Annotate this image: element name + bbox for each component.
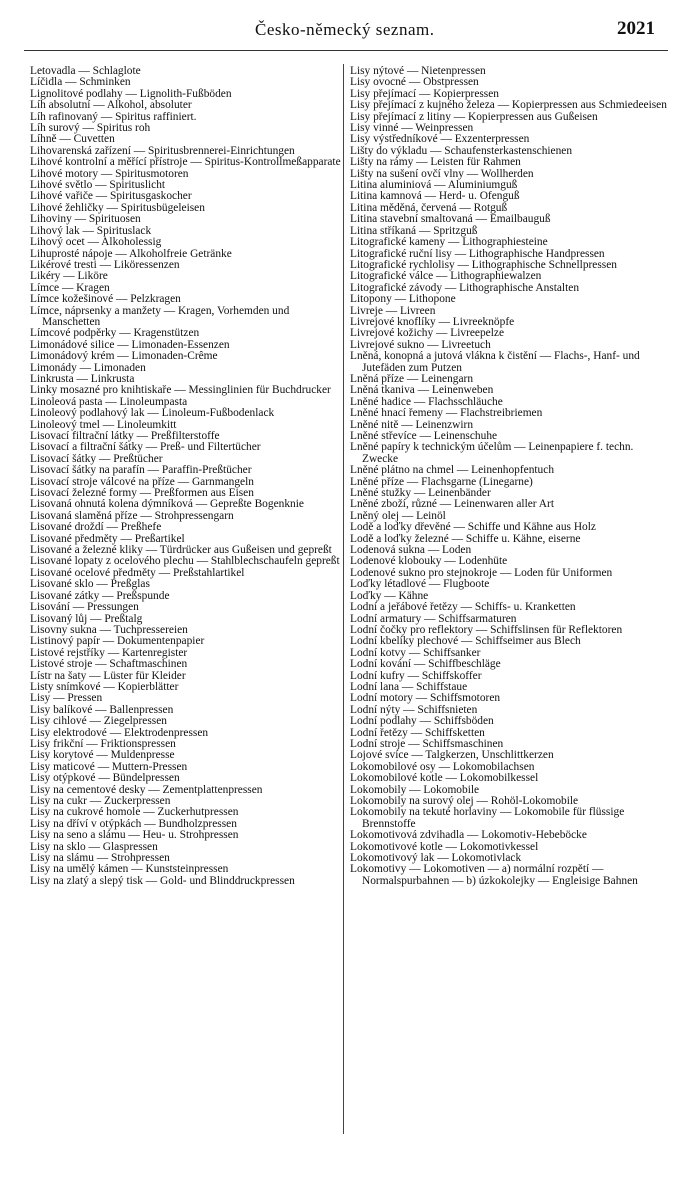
index-entry: Lisy na sklo — Glaspressen	[30, 840, 158, 853]
index-entry: Lihové motory — Spiritusmotoren	[30, 167, 189, 180]
index-entry: Lisy otýpkové — Bündelpressen	[30, 772, 180, 785]
index-entry: Lisované zátky — Preßspunde	[30, 589, 170, 602]
index-entry: Loďky létadlové — Flugboote	[350, 578, 490, 591]
index-entry: Lisy na seno a slámu — Heu- u. Strohpressen	[30, 829, 239, 842]
page-header	[0, 20, 688, 44]
index-entry: Lisování — Pressungen	[30, 601, 139, 614]
index-entry: Litografické ruční lisy — Lithographische Handpressen	[350, 247, 605, 260]
index-entry: Líčidla — Schminken	[30, 76, 131, 89]
index-entry: Lisy na cukrové homole — Zuckerhutpressen	[30, 806, 239, 819]
index-entry: Lodní kotvy — Schiffsanker	[350, 646, 481, 659]
index-entry: Lihový lak — Spirituslack	[30, 224, 152, 237]
index-entry: Lisované ocelové předměty — Preßstahlartikel	[30, 566, 245, 579]
index-entry: Lodní motory — Schiffsmotoren	[350, 692, 501, 705]
index-entry: Linkrusta — Linkrusta	[30, 372, 135, 385]
index-entry: Lněné hnací řemeny — Flachstreibriemen	[350, 407, 543, 420]
index-entry: Lněná tkaniva — Leinenweben	[350, 384, 494, 397]
index-entry: Litografické kameny — Lithographiesteine	[350, 236, 548, 249]
index-entry: Lisované předměty — Preßartikel	[30, 532, 185, 545]
index-entry: Litina stavební smaltovaná — Emailbauguß	[350, 213, 551, 226]
index-entry: Lignolitové podlahy — Lignolith-Fußböden	[30, 87, 232, 100]
index-entry: Lisy — Pressen	[30, 692, 103, 705]
index-entry: Lisy frikční — Friktionspressen	[30, 737, 176, 750]
index-entry: Lokomotivy — Lokomotiven — a) normální rozpětí — Normalspurbahnen — b) úzkokolejky — Engleisige Bahnen	[350, 863, 638, 887]
index-entry: Lodenové klobouky — Lodenhüte	[350, 555, 508, 568]
index-entry: Lokomobilové kotle — Lokomobilkessel	[350, 772, 539, 785]
header-rule	[24, 50, 668, 51]
index-entry: Litografické závody — Lithographische Anstalten	[350, 281, 580, 294]
index-entry: Lodenové sukno pro stejnokroje — Loden für Uniformen	[350, 566, 613, 579]
index-entry: Litina aluminiová — Aluminiumguß	[350, 179, 518, 192]
index-entry: Lisy na slámu — Strohpressen	[30, 852, 170, 865]
index-entry: Lokomotivová zdvihadla — Lokomotiv-Hebeböcke	[350, 829, 587, 842]
index-entry: Lisovací železné formy — Preßformen aus Eisen	[30, 487, 254, 500]
index-entry: Lněné zboží, různé — Leinenwaren aller Art	[350, 498, 554, 511]
index-entry: Loďky — Kähne	[350, 589, 429, 602]
index-entry: Lisovaná ohnutá kolena dýmníková — Gepreßte Bogenknie	[30, 498, 304, 511]
index-entry: Lodní armatury — Schiffsarmaturen	[350, 612, 517, 625]
index-entry: Lisy na zlatý a slepý tisk — Gold- und Blinddruckpressen	[30, 874, 295, 887]
index-entry: Límce, náprsenky a manžety — Kragen, Vorhemden und Manschetten	[30, 304, 290, 328]
index-entry: Lněná, konopná a jutová vlákna k čistění — Flachs-, Hanf- und Jutefäden zum Putzen	[350, 350, 640, 374]
index-entry: Lihové kontrolní a měřící přístroje — Spiritus-Kontrollmeßapparate	[30, 156, 341, 169]
index-entry: Lodní kufry — Schiffskoffer	[350, 669, 482, 682]
index-entry: Lisy na cukr — Zuckerpressen	[30, 795, 171, 807]
index-entry: Lisy na umělý kámen — Kunststeinpressen	[30, 863, 229, 876]
index-entry: Litina měděná, červená — Rotguß	[350, 201, 508, 214]
index-entry: Lisovaný lůj — Preßtalg	[30, 612, 143, 625]
index-entry: Lodní kování — Schiffbeschläge	[350, 658, 501, 671]
index-entry: Listové stroje — Schaftmaschinen	[30, 658, 188, 671]
index-entry: Lisy cihlové — Ziegelpressen	[30, 715, 167, 728]
index-entry: Lokomotivový lak — Lokomotivlack	[350, 852, 522, 865]
index-entry: Linky mosazné pro knihtiskaře — Messinglinien für Buchdrucker	[30, 384, 331, 397]
index-entry: Lisy ovocné — Obstpressen	[350, 76, 479, 89]
index-entry: Lokomobily na surový olej — Rohöl-Lokomobile	[350, 795, 579, 807]
index-entry: Lisovací filtrační látky — Preßfilterstoffe	[30, 430, 220, 442]
index-entry: Livrejové knoflíky — Livreeknöpfe	[350, 315, 515, 328]
right-column	[350, 66, 668, 887]
index-entry: Lišty do výkladu — Schaufensterkastenschienen	[350, 144, 573, 157]
index-entry: Lisy maticové — Muttern-Pressen	[30, 760, 188, 773]
index-entry: Lněná příze — Leinengarn	[350, 372, 474, 385]
index-entry: Lněné střevíce — Leinenschuhe	[350, 430, 498, 442]
index-entry: Líh surový — Spiritus roh	[30, 122, 151, 135]
index-entry: Lišty na rámy — Leisten für Rahmen	[350, 156, 521, 169]
index-entry: Likéry — Liköre	[30, 270, 108, 283]
index-entry: Listy snímkové — Kopierblätter	[30, 680, 179, 693]
index-entry: Lihový ocet — Alkoholessig	[30, 236, 162, 249]
index-entry: Livrejové kožichy — Livreepelze	[350, 327, 505, 340]
index-entry: Lístr na šaty — Lüster für Kleider	[30, 669, 186, 682]
index-entry: Lněné stužky — Leinenbänder	[350, 487, 491, 500]
index-entry: Lodní lana — Schiffstaue	[350, 680, 468, 693]
index-entry: Linoleová pasta — Linoleumpasta	[30, 395, 188, 408]
index-entry: Lisovací stroje válcové na příze — Garnmangeln	[30, 475, 254, 488]
index-entry: Lněné hadice — Flachsschläuche	[350, 395, 503, 408]
index-entry: Livrejové sukno — Livreetuch	[350, 338, 491, 351]
index-entry: Lisovaná slaměná příze — Strohpressengarn	[30, 509, 234, 522]
index-entry: Lodní kbelíky plechové — Schiffseimer aus Blech	[350, 635, 581, 648]
index-entry: Limonády — Limonaden	[30, 361, 146, 374]
index-entry: Lisované sklo — Preßglas	[30, 578, 150, 591]
left-column	[30, 66, 348, 887]
index-entry: Lisy přejímací z litiny — Kopierpressen aus Gußeisen	[350, 110, 598, 123]
index-entry: Lisy výstředníkové — Exzenterpressen	[350, 133, 530, 146]
index-entry: Lodní řetězy — Schiffsketten	[350, 726, 485, 739]
index-entry: Lisovací šátky na parafín — Paraffin-Preßtücher	[30, 464, 252, 477]
index-entry: Limonádové silice — Limonaden-Essenzen	[30, 338, 230, 351]
index-entry: Livreje — Livreen	[350, 304, 436, 317]
index-entry: Lisy korytové — Muldenpresse	[30, 749, 175, 762]
index-entry: Lisy přejímací — Kopierpressen	[350, 87, 499, 100]
index-entry: Listové rejstříky — Kartenregister	[30, 646, 188, 659]
index-entry: Límce kožešinové — Pelzkragen	[30, 293, 181, 306]
index-entry: Lisovací šátky — Preßtücher	[30, 452, 163, 465]
index-entry: Lokomobily na tekuté horlaviny — Lokomobile für flüssige Brennstoffe	[350, 806, 625, 830]
index-entry: Lisované a železné kliky — Türdrücker aus Gußeisen und gepreßt	[30, 544, 332, 557]
index-entry: Lisy na dříví v otýpkách — Bundholzpressen	[30, 817, 237, 830]
index-entry: Lodní stroje — Schiffsmaschinen	[350, 737, 504, 750]
index-entry: Lisy nýtové — Nietenpressen	[350, 65, 486, 77]
index-entry: Lisovací a filtrační šátky — Preß- und Filtertücher	[30, 441, 261, 454]
index-entry: Lisy balíkové — Ballenpressen	[30, 703, 174, 716]
index-entry: Lihuprosté nápoje — Alkoholfreie Getränke	[30, 247, 232, 260]
index-entry: Lodní a jeřábové řetězy — Schiffs- u. Kranketten	[350, 601, 576, 614]
index-entry: Lisované lopaty z ocelového plechu — Stahlblechschaufeln gepreßt	[30, 555, 340, 568]
index-entry: Lisy na cementové desky — Zementplattenpressen	[30, 783, 263, 796]
index-entry: Lihové světlo — Spirituslicht	[30, 179, 166, 192]
index-entry: Litopony — Lithopone	[350, 293, 456, 306]
index-entry: Limonádový krém — Limonaden-Crême	[30, 350, 218, 363]
index-entry: Lodní nýty — Schiffsnieten	[350, 703, 478, 716]
index-entry: Líh rafinovaný — Spiritus raffiniert.	[30, 110, 197, 123]
index-entry: Líh absolutní — Alkohol, absoluter	[30, 99, 192, 112]
index-entry: Lisované droždí — Preßhefe	[30, 521, 162, 534]
index-entry: Lisy přejímací z kujného železa — Kopierpressen aus Schmiedeeisen	[350, 99, 667, 112]
index-entry: Letovadla — Schlaglote	[30, 65, 141, 77]
index-entry: Lodní čočky pro reflektory — Schiffslinsen für Reflektoren	[350, 623, 623, 636]
index-entry: Lisy elektrodové — Elektrodenpressen	[30, 726, 209, 739]
index-entry: Litografické válce — Lithographiewalzen	[350, 270, 542, 283]
index-entry: Lokomobilové osy — Lokomobilachsen	[350, 760, 535, 773]
index-entry: Lihové žehličky — Spiritusbügeleisen	[30, 201, 205, 214]
index-entry: Lihovarenská zařízení — Spiritusbrennerei-Einrichtungen	[30, 144, 295, 157]
index-entry: Lihoviny — Spirituosen	[30, 213, 141, 226]
index-entry: Lodní podlahy — Schiffsböden	[350, 715, 494, 728]
index-entry: Lodě a loďky železné — Schiffe u. Kähne, eiserne	[350, 532, 581, 545]
index-entry: Lněné příze — Flachsgarne (Linegarne)	[350, 475, 533, 488]
index-entry: Lisovny sukna — Tuchpressereien	[30, 623, 188, 636]
index-entry: Listinový papír — Dokumentenpapier	[30, 635, 205, 648]
index-entry: Lodenová sukna — Loden	[350, 544, 472, 557]
index-entry: Likérové tresti — Liköressenzen	[30, 258, 180, 271]
index-entry: Litina kamnová — Herd- u. Ofenguß	[350, 190, 520, 203]
index-entry: Lokomobily — Lokomobile	[350, 783, 480, 796]
index-entry: Líhně — Cuvetten	[30, 133, 115, 146]
index-entry: Lodě a loďky dřevěné — Schiffe und Kähne aus Holz	[350, 521, 596, 534]
index-entry: Límce — Kragen	[30, 281, 110, 294]
index-entry: Lněné plátno na chmel — Leinenhopfentuch	[350, 464, 555, 477]
index-entry: Lněné papíry k technickým účelům — Leinenpapiere f. techn. Zwecke	[350, 441, 634, 465]
index-entry: Lokomotivové kotle — Lokomotivkessel	[350, 840, 539, 853]
index-entry: Lihové vařiče — Spiritusgaskocher	[30, 190, 192, 203]
page-number: 2021	[617, 18, 655, 39]
index-entry: Lišty na sušení ovčí vlny — Wollherden	[350, 167, 534, 180]
index-entry: Lojové svíce — Talgkerzen, Unschlittkerzen	[350, 749, 554, 762]
index-entry: Litina stříkaná — Spritzguß	[350, 224, 478, 237]
index-entry: Litografické rychlolisy — Lithographische Schnellpressen	[350, 258, 617, 271]
page-title: Česko-německý seznam.	[255, 20, 435, 39]
index-entry: Linoleový podlahový lak — Linoleum-Fußbodenlack	[30, 407, 275, 420]
index-entry: Límcové podpěrky — Kragenstützen	[30, 327, 200, 340]
index-entry: Lněné nitě — Leinenzwirn	[350, 418, 474, 431]
index-entry: Linoleový tmel — Linoleumkitt	[30, 418, 177, 431]
index-entry: Lisy vinné — Weinpressen	[350, 122, 474, 135]
index-entry: Lněný olej — Leinöl	[350, 509, 446, 522]
